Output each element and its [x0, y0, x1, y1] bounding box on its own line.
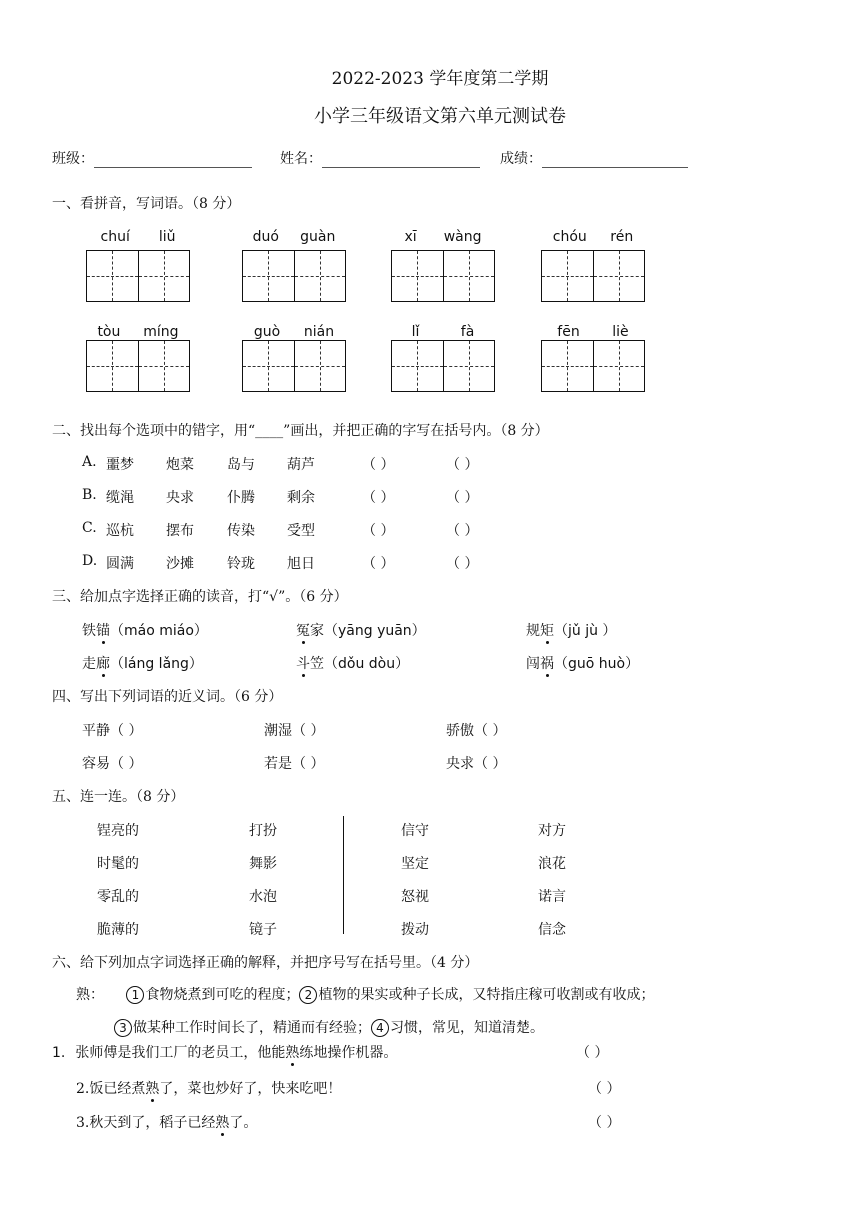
reading-item[interactable]: [526, 620, 616, 640]
option-word: 受型: [287, 523, 315, 539]
answer-paren[interactable]: （ ）: [362, 523, 395, 539]
pinyin-syllable: míng: [143, 324, 179, 340]
sentence-part: 3.秋天到了，稻子已经: [76, 1115, 216, 1131]
match-word-right[interactable]: 镜子: [249, 922, 277, 938]
answer-paren[interactable]: （ ）: [362, 490, 395, 506]
reading-item[interactable]: [82, 620, 208, 640]
option-label: A.: [82, 454, 97, 470]
synonym-item[interactable]: 容易（ ）: [82, 756, 143, 772]
match-word-right[interactable]: 浪花: [538, 856, 566, 872]
writing-grid[interactable]: [541, 340, 645, 392]
match-word-left[interactable]: 怒视: [401, 889, 429, 905]
pinyin-item: [541, 229, 645, 245]
writing-grid[interactable]: [541, 250, 645, 302]
pinyin-choices[interactable]: （yāng yuān）: [324, 623, 426, 639]
pinyin-item: [391, 324, 495, 340]
circled-number: 1: [126, 986, 144, 1004]
dotted-char: 廊: [96, 653, 110, 673]
pinyin-choices[interactable]: （jǔ jù ）: [554, 623, 617, 639]
match-word-left[interactable]: 坚定: [401, 856, 429, 872]
pinyin-choices[interactable]: （guō huò）: [554, 656, 640, 672]
pinyin-syllable: nián: [303, 324, 335, 340]
option-word: 圆满: [106, 556, 134, 572]
key-word: 熟：: [76, 987, 104, 1003]
answer-paren[interactable]: （ ）: [362, 556, 395, 572]
pinyin-item: [86, 324, 190, 340]
sentence-part: 张师傅是我们工厂的老员工，他能: [75, 1045, 286, 1061]
pinyin-syllable: guàn: [300, 229, 336, 245]
option-word: 传染: [227, 523, 255, 539]
circled-number: 4: [371, 1019, 389, 1037]
option-word: 剩余: [287, 490, 315, 506]
match-word-right[interactable]: 诺言: [538, 889, 566, 905]
answer-paren[interactable]: （ ）: [588, 1115, 621, 1131]
word-part: 规: [526, 623, 540, 639]
answer-paren[interactable]: （ ）: [362, 457, 395, 473]
synonym-item[interactable]: 若是（ ）: [264, 756, 325, 772]
pinyin-syllable: fēn: [557, 324, 580, 340]
dotted-char: 熟: [285, 1042, 299, 1062]
pinyin-syllable: tòu: [97, 324, 121, 340]
dotted-char: 熟: [145, 1078, 159, 1098]
name-field: [280, 148, 480, 168]
reading-item[interactable]: [296, 653, 409, 673]
definition: 食物烧煮到可吃的程度；: [145, 987, 300, 1003]
option-word: 缆渑: [106, 490, 134, 506]
pinyin-item: [391, 229, 495, 245]
dotted-char: 冤: [296, 620, 310, 640]
option-word: 岛与: [227, 457, 255, 473]
question-2: [76, 1078, 341, 1098]
match-word-right[interactable]: 打扮: [249, 823, 277, 839]
writing-grid[interactable]: [242, 340, 346, 392]
match-word-left[interactable]: 时髦的: [97, 856, 139, 872]
writing-grid[interactable]: [86, 340, 190, 392]
reading-item[interactable]: [82, 653, 203, 673]
pinyin-syllable: rén: [610, 229, 634, 245]
score-blank[interactable]: [542, 151, 688, 168]
pinyin-syllable: liǔ: [158, 229, 176, 245]
section-4-heading: 四、写出下列词语的近义词。（6 分）: [52, 689, 283, 705]
reading-item[interactable]: [296, 620, 426, 640]
word-part: 家: [310, 623, 324, 639]
pinyin-syllable: guò: [253, 324, 281, 340]
answer-paren[interactable]: （ ）: [446, 523, 479, 539]
sentence-part: 了。: [229, 1115, 258, 1131]
option-word: 央求: [166, 490, 194, 506]
circled-number: 2: [299, 986, 317, 1004]
option-word: 噩梦: [106, 457, 134, 473]
match-word-left[interactable]: 零乱的: [97, 889, 139, 905]
pinyin-item: [541, 324, 645, 340]
match-word-left[interactable]: 信守: [401, 823, 429, 839]
pinyin-syllable: lǐ: [411, 324, 420, 340]
synonym-item[interactable]: 潮湿（ ）: [264, 723, 325, 739]
question-1: [52, 1042, 397, 1062]
pinyin-choices[interactable]: （máo miáo）: [110, 623, 208, 639]
writing-grid[interactable]: [242, 250, 346, 302]
pinyin-syllable: fà: [460, 324, 475, 340]
pinyin-item: [242, 229, 346, 245]
pinyin-item: [242, 324, 346, 340]
match-word-left[interactable]: 拨动: [401, 922, 429, 938]
pinyin-syllable: chuí: [100, 229, 130, 245]
match-word-right[interactable]: 水泡: [249, 889, 277, 905]
writing-grid[interactable]: [391, 340, 495, 392]
dotted-char: 斗: [296, 653, 310, 673]
option-word: 旭日: [287, 556, 315, 572]
answer-paren[interactable]: （ ）: [576, 1045, 609, 1061]
option-label: D.: [82, 553, 98, 569]
option-word: 炮菜: [166, 457, 194, 473]
section-6-heading: 六、给下列加点字词选择正确的解释，并把序号写在括号里。（4 分）: [52, 955, 479, 971]
pinyin-syllable: duó: [252, 229, 279, 245]
divider-line: [343, 816, 344, 934]
pinyin-choices[interactable]: （dǒu dòu）: [324, 656, 410, 672]
sentence-part: 2.饭已经煮: [76, 1081, 146, 1097]
match-word-right[interactable]: 信念: [538, 922, 566, 938]
reading-item[interactable]: [526, 653, 639, 673]
dotted-char: 祸: [540, 653, 554, 673]
name-label: 姓名：: [280, 151, 322, 167]
dotted-char: 矩: [540, 620, 554, 640]
option-word: 沙摊: [166, 556, 194, 572]
score-label: 成绩：: [500, 151, 542, 167]
section-3-heading: 三、给加点字选择正确的读音，打“√”。（6 分）: [52, 589, 348, 605]
definition: 习惯，常见，知道清楚。: [390, 1020, 544, 1036]
option-label: B.: [82, 487, 97, 503]
section-2-heading: 二、找出每个选项中的错字，用“____”画出，并把正确的字写在括号内。（8 分）: [52, 423, 549, 439]
pinyin-item: [86, 229, 190, 245]
answer-paren[interactable]: （ ）: [588, 1081, 621, 1097]
name-blank[interactable]: [322, 151, 480, 168]
pinyin-choices[interactable]: （láng lǎng）: [110, 656, 203, 672]
title-line-1: 2022-2023 学年度第二学期: [331, 69, 549, 89]
question-3: [76, 1112, 257, 1132]
answer-paren[interactable]: （ ）: [446, 556, 479, 572]
class-blank[interactable]: [94, 151, 252, 168]
sentence-part: 练地操作机器。: [299, 1045, 398, 1061]
match-word-left[interactable]: 脆薄的: [97, 922, 139, 938]
word-part: 铁: [82, 623, 96, 639]
definition-line-1: [76, 984, 654, 1004]
circled-number: 3: [114, 1019, 132, 1037]
score-field: [500, 148, 688, 168]
pinyin-syllable: wàng: [443, 229, 482, 245]
definition: 植物的果实或种子长成，又特指庄稼可收割或有收成；: [318, 987, 655, 1003]
option-word: 巡杭: [106, 523, 134, 539]
answer-paren[interactable]: （ ）: [446, 490, 479, 506]
pinyin-syllable: liè: [612, 324, 629, 340]
word-part: 走: [82, 656, 96, 672]
option-word: 葫芦: [287, 457, 315, 473]
option-label: C.: [82, 520, 97, 536]
class-label: 班级：: [52, 151, 94, 167]
section-1-heading: 一、看拼音，写词语。（8 分）: [52, 196, 241, 212]
word-part: 笠: [310, 656, 324, 672]
pinyin-syllable: chóu: [552, 229, 587, 245]
definition-line-2: [114, 1017, 544, 1037]
answer-paren[interactable]: （ ）: [446, 457, 479, 473]
definition: 做某种工作时间长了，精通而有经验；: [133, 1020, 371, 1036]
synonym-item[interactable]: 平静（ ）: [82, 723, 143, 739]
writing-grid[interactable]: [86, 250, 190, 302]
question-number: 1.: [52, 1045, 66, 1061]
sentence-part: 了，菜也炒好了，快来吃吧！: [159, 1081, 342, 1097]
match-word-right[interactable]: 对方: [538, 823, 566, 839]
writing-grid[interactable]: [391, 250, 495, 302]
word-part: 闯: [526, 656, 540, 672]
match-word-left[interactable]: 锃亮的: [97, 823, 139, 839]
match-word-right[interactable]: 舞影: [249, 856, 277, 872]
option-word: 铃珑: [227, 556, 255, 572]
pinyin-syllable: xī: [404, 229, 417, 245]
dotted-char: 锚: [96, 620, 110, 640]
option-word: 仆腾: [227, 490, 255, 506]
synonym-item[interactable]: 央求（ ）: [446, 756, 507, 772]
title-line-2: 小学三年级语文第六单元测试卷: [314, 106, 566, 127]
dotted-char: 熟: [215, 1112, 229, 1132]
section-5-heading: 五、连一连。（8 分）: [52, 789, 185, 805]
option-word: 摆布: [166, 523, 194, 539]
synonym-item[interactable]: 骄傲（ ）: [446, 723, 507, 739]
class-field: [52, 148, 252, 168]
